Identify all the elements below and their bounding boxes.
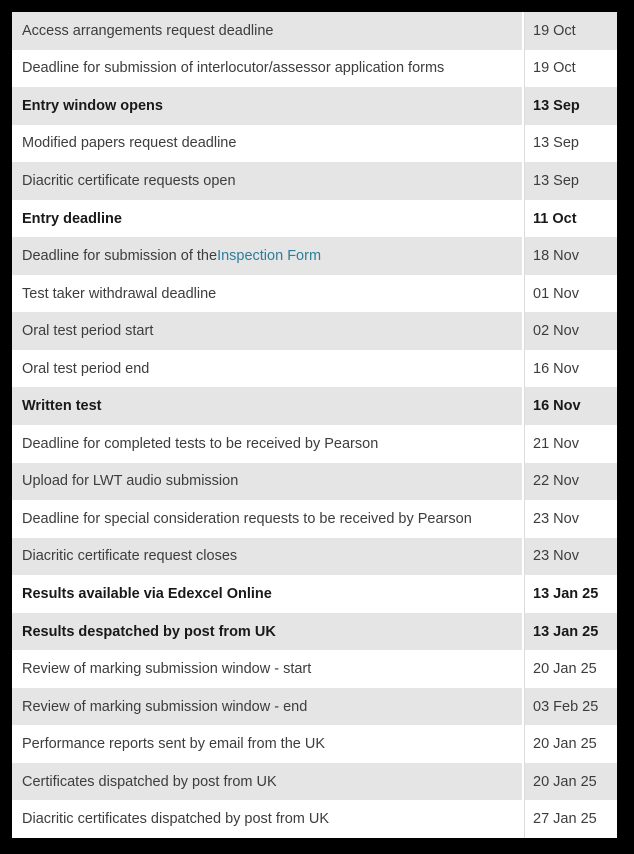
date-cell: 18 Nov <box>524 237 617 275</box>
event-label: Diacritic certificates dispatched by post from UK <box>22 811 330 828</box>
table-row <box>12 688 617 726</box>
event-cell <box>12 425 524 463</box>
event-cell <box>12 463 524 501</box>
event-label: Diacritic certificate request closes <box>22 548 238 565</box>
date-cell: 20 Jan 25 <box>524 650 617 688</box>
table-row <box>12 350 617 388</box>
date-cell: 16 Nov <box>524 387 617 425</box>
event-cell <box>12 763 524 801</box>
event-cell <box>12 200 524 238</box>
event-cell <box>12 688 524 726</box>
event-cell <box>12 387 524 425</box>
table-row <box>12 538 617 576</box>
event-label: Results available via Edexcel Online <box>22 585 272 602</box>
date-cell: 16 Nov <box>524 350 617 388</box>
table-row <box>12 200 617 238</box>
event-label: Oral test period end <box>22 360 150 377</box>
table-row <box>12 650 617 688</box>
event-label: Certificates dispatched by post from UK <box>22 773 277 790</box>
table-row <box>12 12 617 50</box>
event-label: Deadline for submission of the <box>22 248 218 265</box>
event-cell <box>12 237 524 275</box>
event-cell <box>12 275 524 313</box>
table-row <box>12 275 617 313</box>
table-row <box>12 162 617 200</box>
date-cell: 20 Jan 25 <box>524 725 617 763</box>
table-row <box>12 50 617 88</box>
event-label: Review of marking submission window - start <box>22 661 312 678</box>
date-cell: 13 Jan 25 <box>524 613 617 651</box>
event-label: Performance reports sent by email from the UK <box>22 736 326 753</box>
date-cell: 27 Jan 25 <box>524 800 617 838</box>
event-label: Test taker withdrawal deadline <box>22 285 217 302</box>
date-cell: 21 Nov <box>524 425 617 463</box>
table-row <box>12 575 617 613</box>
event-cell <box>12 312 524 350</box>
event-cell <box>12 162 524 200</box>
table-row <box>12 500 617 538</box>
event-cell <box>12 50 524 88</box>
event-cell <box>12 575 524 613</box>
date-cell: 13 Sep <box>524 125 617 163</box>
date-cell: 13 Jan 25 <box>524 575 617 613</box>
date-cell: 23 Nov <box>524 500 617 538</box>
table-row <box>12 463 617 501</box>
date-cell: 23 Nov <box>524 538 617 576</box>
table-row <box>12 725 617 763</box>
event-cell <box>12 87 524 125</box>
event-label: Results despatched by post from UK <box>22 623 276 640</box>
event-label: Upload for LWT audio submission <box>22 473 239 490</box>
event-cell <box>12 650 524 688</box>
date-cell: 19 Oct <box>524 50 617 88</box>
event-label: Review of marking submission window - end <box>22 698 308 715</box>
event-label: Deadline for completed tests to be received by Pearson <box>22 435 379 452</box>
event-cell <box>12 800 524 838</box>
event-cell <box>12 500 524 538</box>
table-row <box>12 800 617 838</box>
event-label: Deadline for submission of interlocutor/assessor application forms <box>22 60 445 77</box>
table-row <box>12 613 617 651</box>
event-cell <box>12 12 524 50</box>
table-row <box>12 125 617 163</box>
date-cell: 02 Nov <box>524 312 617 350</box>
date-cell: 22 Nov <box>524 463 617 501</box>
table-row <box>12 387 617 425</box>
inspection-form-link[interactable]: Inspection Form <box>217 248 322 265</box>
table-row <box>12 425 617 463</box>
table-row <box>12 87 617 125</box>
event-label: Diacritic certificate requests open <box>22 172 236 189</box>
event-label: Modified papers request deadline <box>22 135 237 152</box>
date-cell: 20 Jan 25 <box>524 763 617 801</box>
table-row <box>12 763 617 801</box>
date-cell: 13 Sep <box>524 162 617 200</box>
event-label: Access arrangements request deadline <box>22 22 274 39</box>
date-cell: 19 Oct <box>524 12 617 50</box>
event-label: Entry deadline <box>22 210 122 227</box>
date-cell: 01 Nov <box>524 275 617 313</box>
table-row <box>12 237 617 275</box>
event-cell <box>12 350 524 388</box>
event-label: Entry window opens <box>22 97 163 114</box>
event-cell <box>12 725 524 763</box>
event-label: Oral test period start <box>22 323 154 340</box>
event-label: Deadline for special consideration requests to be received by Pearson <box>22 510 472 527</box>
table-row <box>12 312 617 350</box>
event-cell <box>12 538 524 576</box>
date-cell: 11 Oct <box>524 200 617 238</box>
event-cell <box>12 613 524 651</box>
key-dates-table <box>12 12 617 838</box>
event-label: Written test <box>22 398 102 415</box>
date-cell: 03 Feb 25 <box>524 688 617 726</box>
event-cell <box>12 125 524 163</box>
date-cell: 13 Sep <box>524 87 617 125</box>
